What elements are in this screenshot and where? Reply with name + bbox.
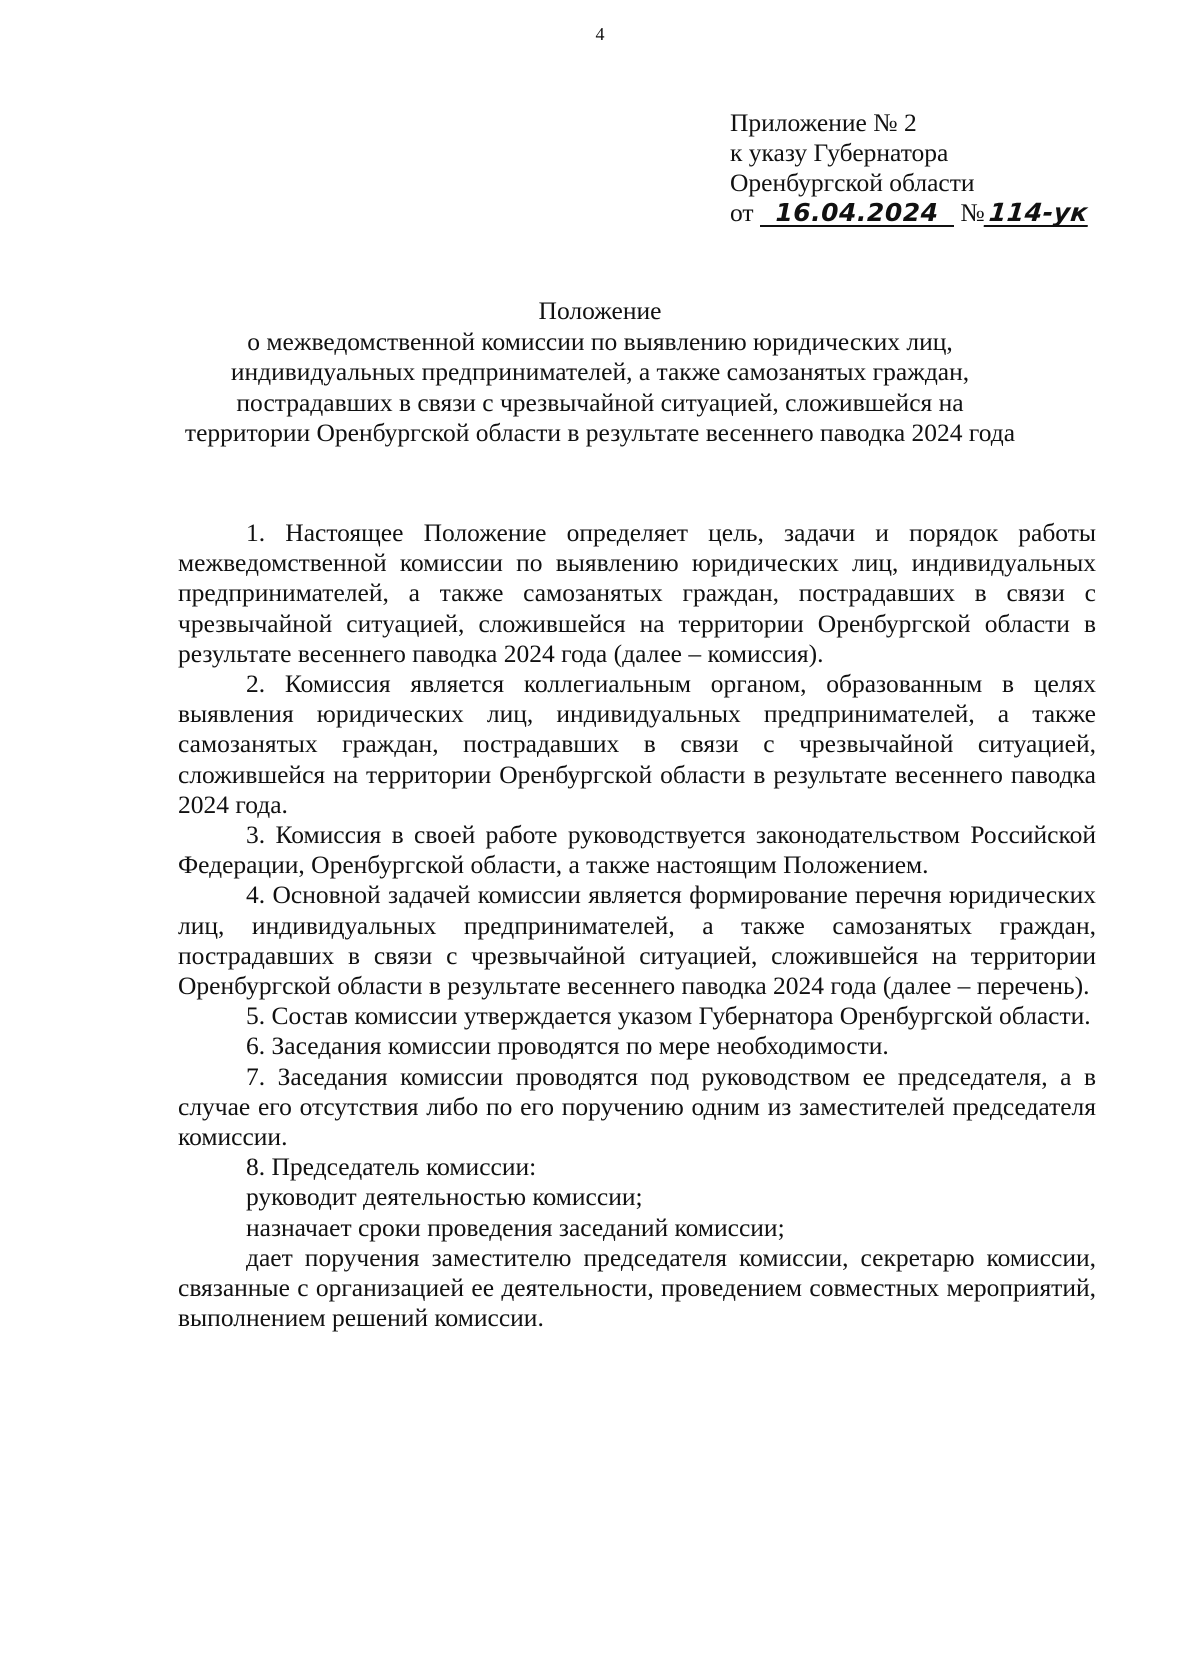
handwritten-date: 16.04.2024 [760, 201, 954, 227]
paragraph-8-item-3: дает поручения заместителю председателя комиссии, секретарю комиссии, связанные с организацией ее деятельности, проведением совместных мероприятий, выполнением решений комиссии. [178, 1242, 1096, 1333]
paragraph-8: 8. Председатель комиссии: [246, 1152, 537, 1182]
appendix-line-3: Оренбургской области [730, 168, 975, 197]
from-label: от [730, 198, 754, 227]
page-number: 4 [595, 24, 605, 44]
paragraph-4: 4. Основной задачей комиссии является формирование перечня юридических лиц, индивидуальных предпринимателей, а также самозанятых граждан, пострадавших в связи с чрезвычайной ситуацией, сложившейся на территории Оренбургской области в результате весеннего паводка 2024 года (далее – перечень). [178, 880, 1096, 1001]
paragraph-8-item-1: руководит деятельностью комиссии; [246, 1182, 643, 1212]
title-line: территории Оренбургской области в результате весеннего паводка 2024 года [184, 418, 1016, 447]
paragraph-1: 1. Настоящее Положение определяет цель, задачи и порядок работы межведомственной комиссии по выявлению юридических лиц, индивидуальных предпринимателей, а также самозанятых граждан, пострадавших в связи с чрезвычайной ситуацией, сложившейся на территории Оренбургской области в результате весеннего паводка 2024 года (далее – комиссия). [178, 518, 1096, 668]
number-label: № [960, 198, 985, 227]
paragraph-8-item-2: назначает сроки проведения заседаний комиссии; [246, 1212, 785, 1242]
appendix-line-2: к указу Губернатора [730, 138, 949, 167]
title-heading: Положение [538, 296, 662, 325]
paragraph-3: 3. Комиссия в своей работе руководствуется законодательством Российской Федерации, Оренбургской области, а также настоящим Положением. [178, 820, 1096, 880]
document-title [0, 296, 1200, 449]
appendix-line-1: Приложение № 2 [730, 108, 917, 137]
title-line: пострадавших в связи с чрезвычайной ситуацией, сложившейся на [236, 387, 964, 417]
handwritten-number: 114-ук [983, 201, 1090, 227]
document-body [178, 518, 1096, 1333]
title-line: индивидуальных предпринимателей, а также самозанятых граждан, [230, 357, 970, 386]
appendix-date-line [730, 198, 1089, 228]
paragraph-2: 2. Комиссия является коллегиальным органом, образованным в целях выявления юридических лиц, индивидуальных предпринимателей, а также самозанятых граждан, пострадавших в связи с чрезвычайной ситуацией, сложившейся на территории Оренбургской области в результате весеннего паводка 2024 года. [178, 669, 1096, 819]
title-line: о межведомственной комиссии по выявлению юридических лиц, [247, 326, 953, 356]
paragraph-6: 6. Заседания комиссии проводятся по мере необходимости. [246, 1031, 889, 1061]
paragraph-7: 7. Заседания комиссии проводятся под руководством ее председателя, а в случае его отсутствия либо по его поручению одним из заместителей председателя комиссии. [178, 1061, 1096, 1152]
paragraph-5: 5. Состав комиссии утверждается указом Губернатора Оренбургской области. [246, 1001, 1091, 1031]
appendix-header [730, 108, 1089, 228]
